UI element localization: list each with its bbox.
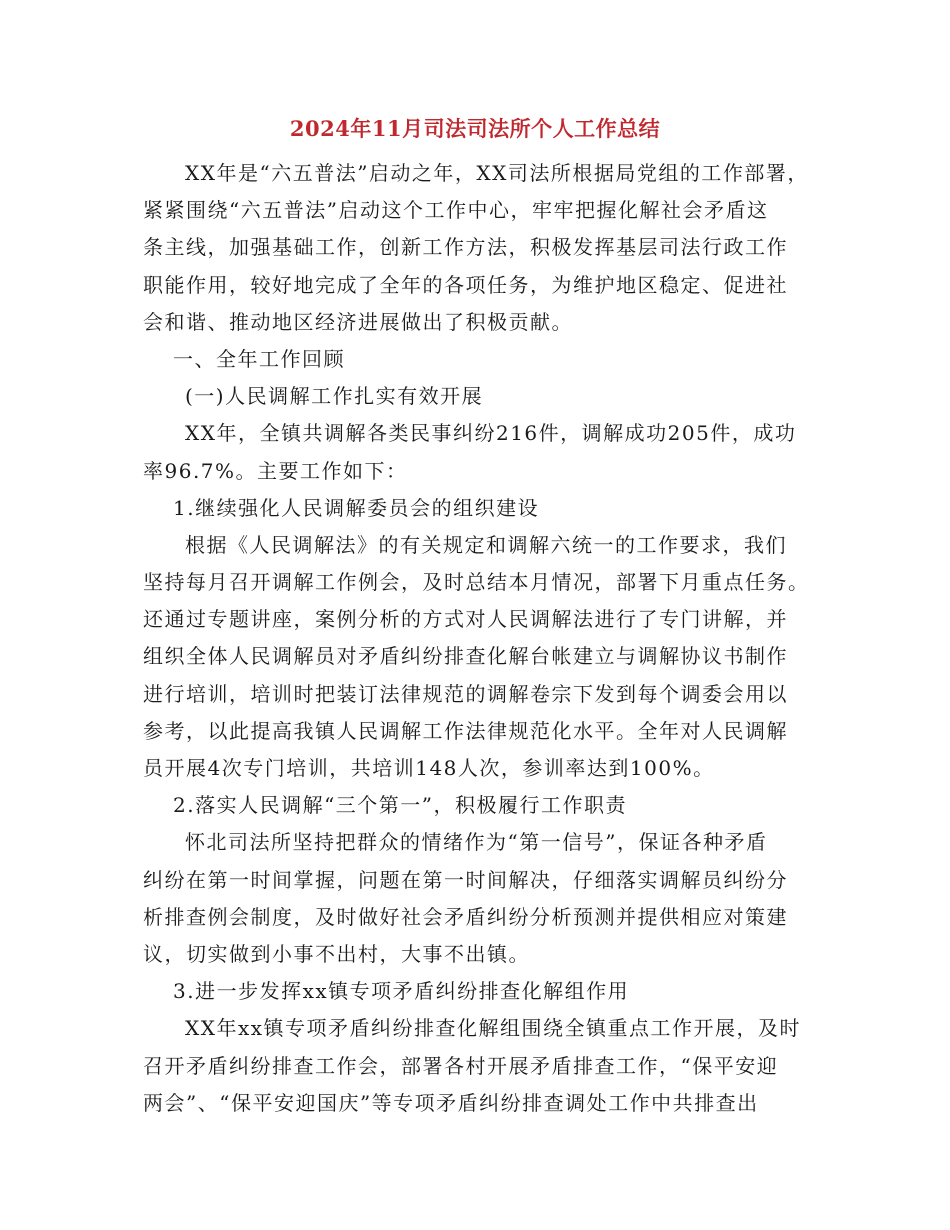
paragraph-line: 职能作用，较好地完成了全年的各项任务，为维护地区稳定、促进社 — [143, 272, 788, 297]
paragraph-line: 员开展4次专门培训，共培训148人次，参训率达到100%。 — [143, 756, 715, 780]
paragraph-line: 率96.7%。主要工作如下： — [143, 458, 408, 483]
document-body — [143, 155, 810, 1122]
paragraph-line: XX年，全镇共调解各类民事纠纷216件，调解成功205件，成功 — [185, 421, 797, 446]
paragraph-line: XX年xx镇专项矛盾纠纷排查化解组围绕全镇重点工作开展，及时 — [185, 1016, 802, 1041]
paragraph-line: 会和谐、推动地区经济进展做出了积极贡献。 — [143, 309, 573, 334]
item-heading: 3.进一步发挥xx镇专项矛盾纠纷排查化解组作用 — [173, 979, 630, 1004]
paragraph-line: 纠纷在第一时间掌握，问题在第一时间解决，仔细落实调解员纠纷分 — [143, 867, 788, 892]
paragraph-line: 进行培训，培训时把装订法律规范的调解卷宗下发到每个调委会用以 — [143, 681, 788, 706]
paragraph-line: 坚持每月召开调解工作例会，及时总结本月情况，部署下月重点任务。 — [143, 570, 810, 595]
paragraph-line: 两会”、“保平安迎国庆”等专项矛盾纠纷排查调处工作中共排查出 — [143, 1090, 759, 1115]
paragraph-line: 召开矛盾纠纷排查工作会，部署各村开展矛盾排查工作，“保平安迎 — [143, 1053, 779, 1078]
document-title: 2024年11月司法司法所个人工作总结 — [289, 116, 661, 141]
paragraph-line: 根据《人民调解法》的有关规定和调解六统一的工作要求，我们 — [185, 532, 787, 557]
paragraph-line: 紧紧围绕“六五普法”启动这个工作中心，牢牢把握化解社会矛盾这 — [143, 198, 769, 223]
paragraph-line: 议，切实做到小事不出村，大事不出镇。 — [143, 941, 530, 966]
section-heading: 一、全年工作回顾 — [173, 346, 345, 371]
paragraph-line: 组织全体人民调解员对矛盾纠纷排查化解台帐建立与调解协议书制作 — [143, 644, 788, 669]
paragraph-line: 怀北司法所坚持把群众的情绪作为“第一信号”，保证各种矛盾 — [185, 830, 768, 855]
paragraph-line: 条主线，加强基础工作，创新工作方法，积极发挥基层司法行政工作 — [143, 235, 788, 260]
item-heading: 2.落实人民调解“三个第一”，积极履行工作职责 — [173, 793, 628, 818]
paragraph-line: XX年是“六五普法”启动之年，XX司法所根据局党组的工作部署， — [185, 161, 809, 185]
paragraph-line: 参考，以此提高我镇人民调解工作法律规范化水平。全年对人民调解 — [143, 718, 788, 743]
paragraph-line: 还通过专题讲座，案例分析的方式对人民调解法进行了专门讲解，并 — [143, 607, 788, 632]
subsection-heading: (一)人民调解工作扎实有效开展 — [185, 384, 484, 409]
item-heading: 1.继续强化人民调解委员会的组织建设 — [173, 495, 540, 520]
paragraph-line: 析排查例会制度，及时做好社会矛盾纠纷分析预测并提供相应对策建 — [143, 904, 788, 929]
